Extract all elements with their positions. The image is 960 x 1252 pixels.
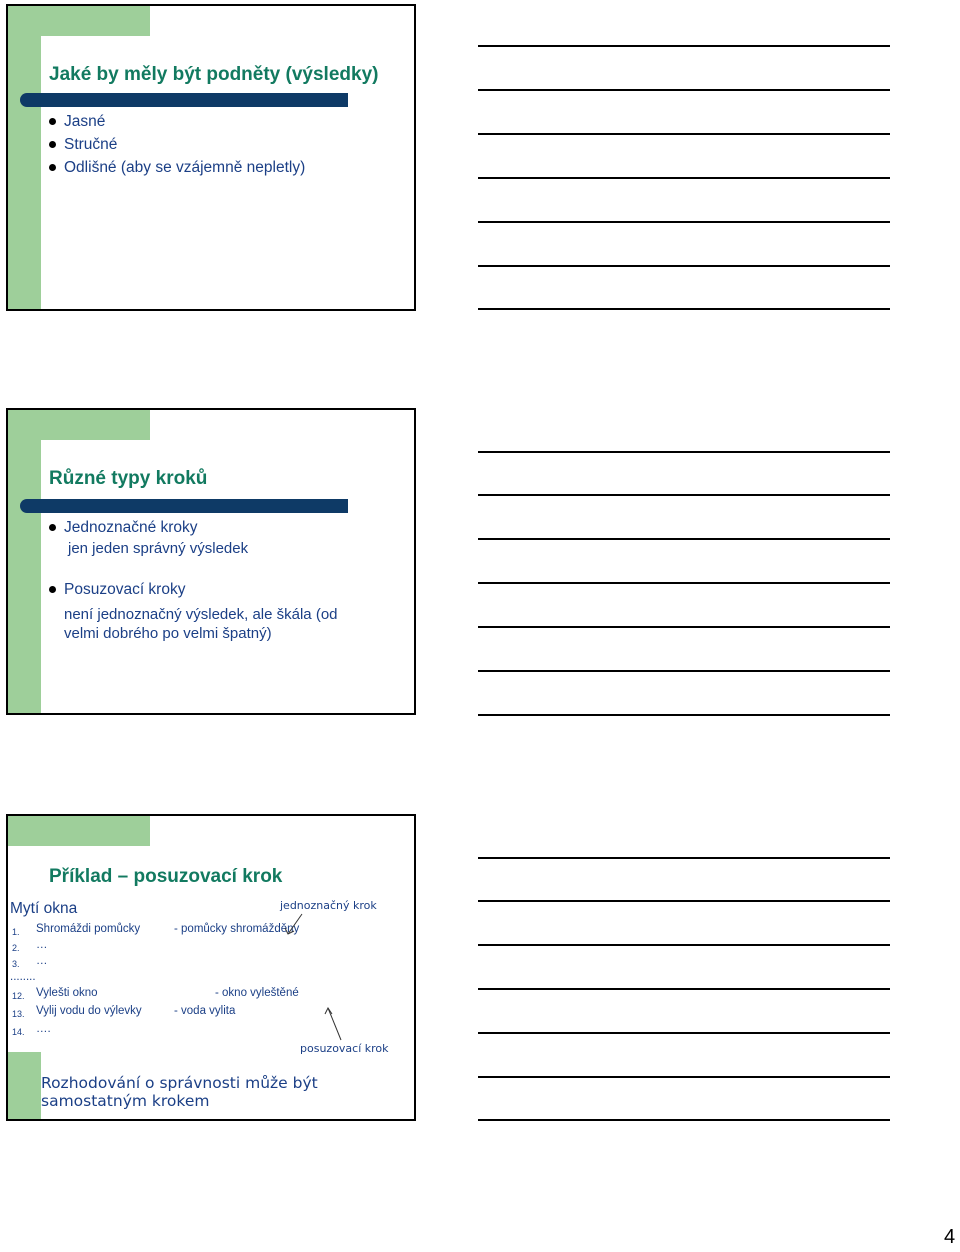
notes-line bbox=[478, 582, 890, 584]
notes-line bbox=[478, 714, 890, 716]
notes-line bbox=[478, 1119, 890, 1121]
bottom-note-line: Rozhodování o správnosti může být bbox=[41, 1074, 318, 1092]
notes-line bbox=[478, 133, 890, 135]
notes-line bbox=[478, 1032, 890, 1034]
bullet-item bbox=[49, 516, 338, 558]
notes-line bbox=[478, 670, 890, 672]
notes-line bbox=[478, 308, 890, 310]
title-underline-bar bbox=[20, 93, 348, 107]
slide-2 bbox=[6, 408, 416, 715]
step-text: … bbox=[36, 939, 48, 951]
slide-title: Různé typy kroků bbox=[49, 468, 208, 489]
slide-subtitle: Mytí okna bbox=[10, 900, 78, 917]
bullet-subtext: velmi dobrého po velmi špatný) bbox=[64, 625, 272, 642]
bullet-item: Odlišné (aby se vzájemně nepletly) bbox=[49, 156, 305, 179]
step-result: - voda vylita bbox=[174, 1005, 236, 1017]
arrow-line-bottom bbox=[328, 1008, 341, 1040]
notes-line bbox=[478, 857, 890, 859]
bullet-label: Jednoznačné kroky bbox=[64, 519, 198, 536]
bullet-list bbox=[49, 110, 305, 179]
slide-green-bar bbox=[8, 6, 41, 309]
slide-green-corner bbox=[8, 6, 150, 36]
notes-line bbox=[478, 451, 890, 453]
notes-line bbox=[478, 1076, 890, 1078]
bullet-list bbox=[49, 516, 338, 643]
notes-line bbox=[478, 89, 890, 91]
bullet-item: Jasné bbox=[49, 110, 305, 133]
step-text: … bbox=[36, 955, 48, 967]
bullet-subtext: jen jeden správný výsledek bbox=[68, 540, 249, 557]
notes-line bbox=[478, 944, 890, 946]
step-result: - pomůcky shromážděny bbox=[174, 923, 300, 935]
step-result: - okno vyleštěné bbox=[215, 987, 299, 999]
slide-green-corner bbox=[8, 410, 150, 440]
arrow-head-bottom bbox=[325, 1008, 332, 1014]
step-text: Shromáždi pomůcky bbox=[36, 923, 141, 935]
step-text: …. bbox=[36, 1023, 51, 1035]
step-text: Vylešti okno bbox=[36, 987, 98, 999]
notes-line bbox=[478, 988, 890, 990]
step-text: Vylij vodu do výlevky bbox=[36, 1005, 142, 1017]
notes-line bbox=[478, 221, 890, 223]
annotation-top: jednoznačný krok bbox=[280, 899, 377, 912]
slide-title: Jaké by měly být podněty (výsledky) bbox=[49, 64, 379, 85]
step-number: 12. bbox=[12, 991, 25, 1001]
title-underline-bar bbox=[20, 499, 348, 513]
step-text: ........ bbox=[10, 971, 36, 983]
bullet-subtext: není jednoznačný výsledek, ale škála (od bbox=[64, 606, 338, 623]
bullet-label: Posuzovací kroky bbox=[64, 581, 186, 598]
step-number: 2. bbox=[12, 943, 20, 953]
notes-line bbox=[478, 538, 890, 540]
page-number: 4 bbox=[944, 1226, 956, 1248]
bullet-item bbox=[49, 578, 338, 643]
arrow-line-top bbox=[288, 914, 302, 934]
slide-1 bbox=[6, 4, 416, 311]
annotation-bottom: posuzovací krok bbox=[300, 1042, 389, 1055]
bottom-note-line: samostatným krokem bbox=[41, 1092, 210, 1110]
step-number: 13. bbox=[12, 1009, 25, 1019]
notes-line bbox=[478, 494, 890, 496]
bottom-note bbox=[41, 1074, 318, 1110]
bullet-item: Stručné bbox=[49, 133, 305, 156]
notes-line bbox=[478, 626, 890, 628]
slide-title: Příklad – posuzovací krok bbox=[49, 866, 283, 887]
notes-line bbox=[478, 45, 890, 47]
notes-line bbox=[478, 265, 890, 267]
step-number: 1. bbox=[12, 927, 20, 937]
step-number: 14. bbox=[12, 1027, 25, 1037]
slide-3 bbox=[6, 814, 416, 1121]
slide-green-bar bbox=[8, 410, 41, 713]
notes-line bbox=[478, 900, 890, 902]
notes-line bbox=[478, 177, 890, 179]
step-number: 3. bbox=[12, 959, 20, 969]
